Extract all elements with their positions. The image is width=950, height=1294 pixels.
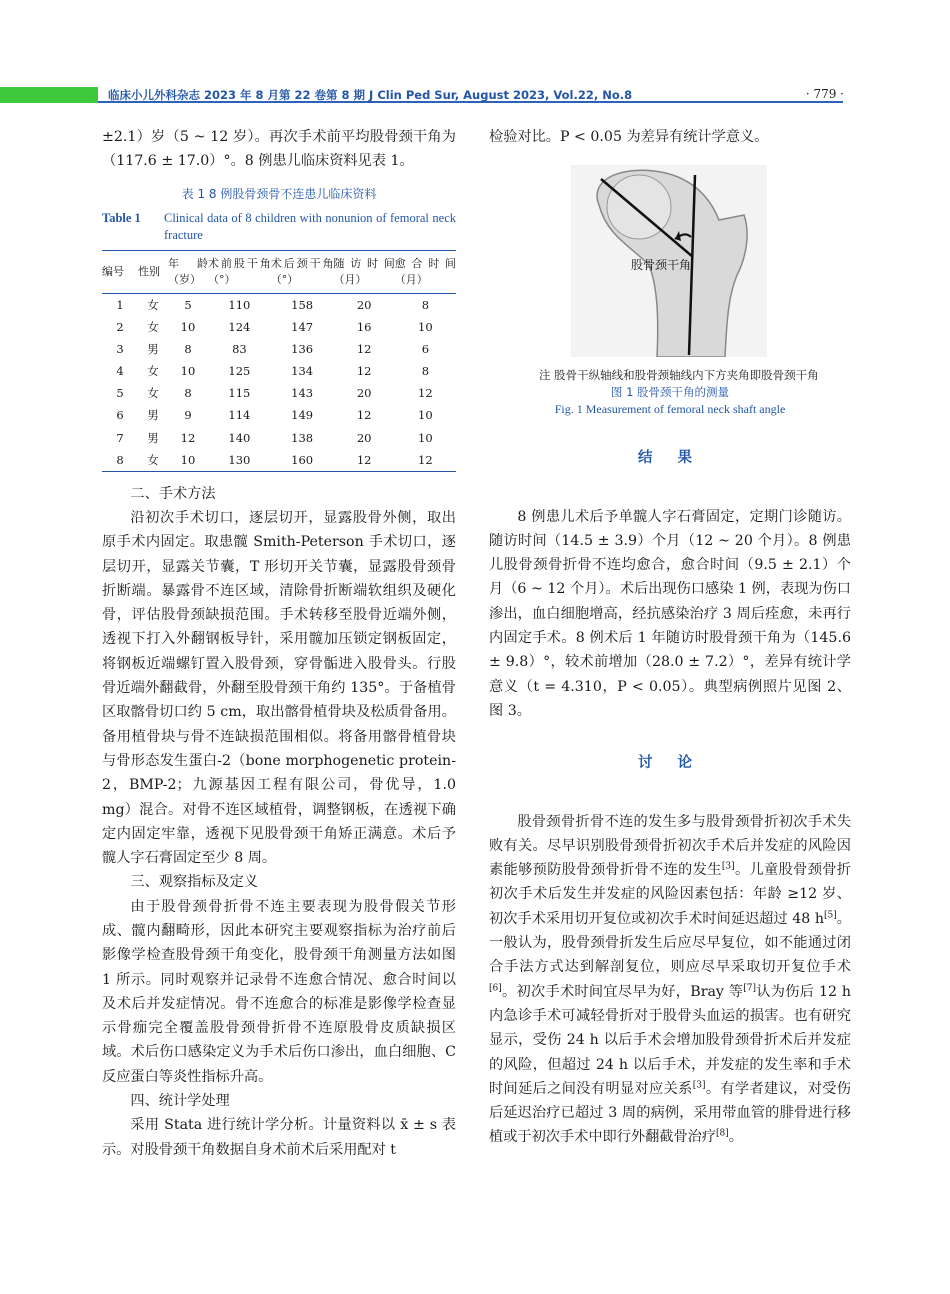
- table-cell: 8: [102, 449, 138, 472]
- paragraph: 采用 Stata 进行统计学分析。计量资料以 x̄ ± s 表示。对股骨颈干角数据自身术前术后采用配对 t: [102, 1117, 456, 1158]
- table-cell: 114: [228, 408, 251, 423]
- section-heading: 三、观察指标及定义: [130, 874, 259, 891]
- table-title-cn: 表 1 8 例股骨颈骨不连患儿临床资料: [181, 186, 377, 201]
- table-header: 术后颈干角（°）: [271, 250, 334, 293]
- table-cell: 143: [291, 386, 314, 401]
- table-cell: 20: [356, 430, 372, 445]
- table-cell: 12: [418, 386, 433, 401]
- table-cell: 12: [180, 430, 196, 445]
- table-cell: 男: [147, 342, 159, 357]
- citation-ref[interactable]: [3]: [721, 861, 735, 872]
- text-span: 认为伤后 12 h 内急诊手术可减轻骨折对于股骨头血运的损害。也有研究显示，受伤 24 h 以后手术会增加股骨颈骨折术后并发症的风险，但超过 24 h 以后手术，并发症的发生率和手术时间延后之间没有明显对应关系: [489, 983, 851, 1097]
- table-cell: 160: [271, 449, 334, 472]
- table-header: 随访时间（月）: [334, 250, 395, 293]
- table-cell: 9: [184, 408, 192, 423]
- text-span: 。儿童股骨颈骨折初次手术后发生并发症的风险因素包括：年龄 ≥12 岁、初次手术采用切开复位或初次手术时间延迟超过 48 h: [489, 862, 851, 927]
- table-cell: 1: [116, 297, 124, 312]
- table-cell: 12: [334, 449, 395, 472]
- table-cell: 12: [356, 342, 372, 357]
- table-cell: 16: [356, 320, 372, 335]
- text-span: 股骨颈骨折骨不连的发生多与股骨颈骨折初次手术失败有关。尽早识别股骨颈骨折初次手术后并发症的风险因素能够预防股骨颈骨折骨不连的发生: [489, 813, 851, 879]
- table-cell: 10: [168, 449, 208, 472]
- table-cell: 7: [116, 430, 124, 445]
- table-row: [102, 338, 456, 360]
- table-header: 术前股干角（°）: [208, 250, 271, 293]
- table-cell: 女: [147, 297, 159, 312]
- clinical-data-table: [102, 250, 456, 472]
- journal-header: 临床小儿外科杂志 2023 年 8 月第 22 卷第 8 期 J Clin Ped Sur, August 2023, Vol.22, No.8: [108, 88, 633, 102]
- table-row: [102, 382, 456, 404]
- table-row: [102, 360, 456, 382]
- section-heading: 四、统计学处理: [130, 1093, 230, 1110]
- femur-radiograph: [489, 165, 851, 357]
- table-cell: 女: [147, 320, 159, 335]
- table-cell: 10: [418, 320, 433, 335]
- table-cell: 10: [180, 364, 196, 379]
- table-cell: 12: [395, 449, 456, 472]
- table-cell: 20: [356, 297, 372, 312]
- table-cell: 115: [228, 386, 251, 401]
- table-header: 编号: [102, 250, 138, 293]
- table-cell: 6: [421, 342, 430, 357]
- table-cell: 女: [147, 364, 159, 379]
- table-cell: 8: [421, 297, 430, 312]
- table-cell: 149: [291, 408, 314, 423]
- paragraph: 由于股骨颈骨折骨不连主要表现为股骨假关节形成、髋内翻畸形，因此本研究主要观察指标为治疗前后影像学检查股骨颈干角变化，股骨颈干角测量方法如图 1 所示。同时观察并记录骨不连愈合情况、愈合时间以及术后并发症情况。骨不连愈合的标准是影像学检查显示骨痂完全覆盖股骨颈骨折骨不连原股骨皮质缺损区域。术后伤口感染定义为手术后伤口渗出，血白细胞、C 反应蛋白等炎性指标升高。: [102, 898, 456, 1085]
- text-span: 。: [728, 1129, 743, 1146]
- table-row: [102, 316, 456, 338]
- table-cell: 12: [356, 408, 372, 423]
- table-cell: 3: [116, 342, 124, 357]
- table-cell: 83: [232, 342, 247, 357]
- table-title-en-text: Clinical data of 8 children with nonunion of femoral neck fracture: [164, 210, 456, 242]
- table-row: [102, 449, 456, 472]
- paragraph: 8 例患儿术后予单髋人字石膏固定，定期门诊随访。随访时间（14.5 ± 3.9）个月（12 ~ 20 个月）。8 例患儿股骨颈骨折骨不连均愈合，愈合时间（9.5 ± 2.1）个月（6 ~ 12 个月）。术后出现伤口感染 1 例，表现为伤口渗出，血白细胞增高，经抗感染治疗 3 周后痊愈，未再行内固定手术。8 例术后 1 年随访时股骨颈干角为（145.6 ± 9.8）°，较术前增加（28.0 ± 7.2）°，差异有统计学意义（t = 4.310，P < 0.05）。典型病例照片见图 2、图 3。: [489, 508, 851, 719]
- table-cell: 男: [147, 408, 159, 423]
- discussion-paragraph: [489, 810, 851, 1150]
- citation-ref[interactable]: [6]: [489, 982, 502, 993]
- citation-ref[interactable]: [7]: [743, 982, 756, 993]
- table-cell: 5: [184, 297, 192, 312]
- table-cell: 2: [116, 320, 124, 335]
- figure-caption-en: Fig. 1 Measurement of femoral neck shaft angle: [554, 402, 786, 417]
- table-header: 年龄（岁）: [168, 250, 208, 293]
- page-number: · 779 ·: [805, 87, 844, 101]
- table-header: 性别: [138, 250, 168, 293]
- table-header: 愈合时间（月）: [395, 250, 456, 293]
- table-label-en: Table 1: [102, 210, 141, 225]
- table-cell: 20: [356, 386, 372, 401]
- table-cell: 8: [421, 364, 430, 379]
- table-cell: 138: [291, 430, 314, 445]
- results-title: 结 果: [637, 450, 703, 467]
- citation-ref[interactable]: [5]: [824, 910, 837, 921]
- discussion-title: 讨 论: [637, 755, 703, 772]
- table-row: [102, 293, 456, 316]
- right-column: [489, 125, 851, 1150]
- left-column: [102, 125, 456, 1162]
- text-span: 。一般认为，股骨颈骨折发生后应尽早复位，如不能通过闭合手法方式达到解剖复位，则应尽早采取切开复位手术: [489, 910, 851, 976]
- citation-ref[interactable]: [8]: [716, 1128, 729, 1139]
- paragraph: 检验对比。P < 0.05 为差异有统计学意义。: [489, 129, 769, 145]
- table-cell: 10: [418, 408, 433, 423]
- table-cell: 130: [208, 449, 271, 472]
- table-row: [102, 426, 456, 448]
- table-body: [102, 293, 456, 471]
- table-cell: 125: [228, 364, 251, 379]
- table-cell: 110: [228, 297, 251, 312]
- table-cell: 134: [291, 364, 314, 379]
- table-cell: 女: [147, 386, 159, 401]
- table-cell: 12: [356, 364, 372, 379]
- table-cell: 6: [116, 408, 124, 423]
- table-row: [102, 404, 456, 426]
- paragraph: ±2.1）岁（5 ~ 12 岁）。再次手术前平均股骨颈干角为（117.6 ± 17.0）°。8 例患儿临床资料见表 1。: [102, 129, 456, 170]
- table-cell: 10: [180, 320, 196, 335]
- table-cell: 8: [184, 386, 192, 401]
- figure-label: 股骨颈干角: [631, 258, 692, 273]
- table-cell: 158: [291, 297, 314, 312]
- figure-note: 注 股骨干纵轴线和股骨颈轴线内下方夹角即股骨颈干角: [539, 368, 819, 383]
- table-cell: 8: [184, 342, 192, 357]
- table-cell: 147: [291, 320, 314, 335]
- table-title-en: [102, 210, 456, 244]
- header-color-bar: [0, 87, 98, 103]
- table-cell: 男: [147, 430, 159, 445]
- table-cell: 140: [228, 430, 251, 445]
- table-cell: 136: [291, 342, 314, 357]
- text-span: 。有学者建议，对受伤后延迟治疗已超过 3 周的病例，采用带血管的腓骨进行移植或于初次手术中即行外翻截骨治疗: [489, 1080, 851, 1146]
- table-cell: 124: [228, 320, 251, 335]
- text-span: 。初次手术时间宜尽早为好，Bray 等: [501, 983, 744, 1000]
- table-cell: 女: [138, 449, 168, 472]
- section-heading: 二、手术方法: [130, 485, 216, 502]
- table-cell: 5: [116, 386, 124, 401]
- femur-figure: [489, 165, 851, 357]
- citation-ref[interactable]: [3]: [692, 1080, 706, 1091]
- figure-caption-cn: 图 1 股骨颈干角的测量: [610, 385, 730, 400]
- table-cell: 4: [116, 364, 124, 379]
- table-cell: 10: [418, 430, 433, 445]
- paragraph: 沿初次手术切口，逐层切开，显露股骨外侧，取出原手术内固定。取患髋 Smith-Peterson 手术切口，逐层切开，显露关节囊，T 形切开关节囊，显露股骨颈骨折断端。暴露骨不连区域，清除骨折断端软组织及硬化骨，评估股骨颈缺损范围。手术转移至股骨近端外侧，透视下打入外翻钢板导针，采用髋加压锁定钢板固定，将钢板近端螺钉置入股骨颈，穿骨骺进入股骨头。行股骨近端外翻截骨，外翻至股骨颈干角约 135°。于备植骨区取髂骨切口约 5 cm，取出髂骨植骨块及松质骨备用。备用植骨块与骨不连缺损范围相似。将备用髂骨植骨块与骨形态发生蛋白-2（bone morphogenetic protein-2，BMP-2；九源基因工程有限公司，骨优导，1.0 mg）混合。对骨不连区域植骨，调整钢板，在透视下确定内固定牢靠，透视下见股骨颈干角矫正满意。术后予髋人字石膏固定至少 8 周。: [102, 509, 456, 867]
